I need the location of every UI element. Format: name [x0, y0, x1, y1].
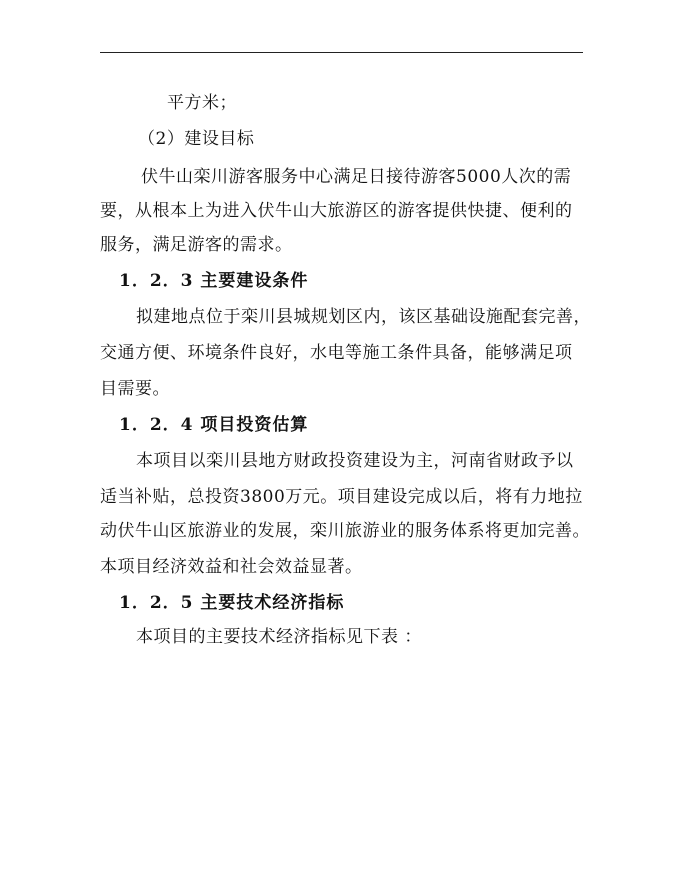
paragraph-conditions-line-3: 目需要。 — [100, 379, 170, 399]
text-line-area-unit: 平方米； — [167, 93, 237, 113]
paragraph-investment-line-1: 本项目以栾川县地方财政投资建设为主，河南省财政予以 — [136, 451, 574, 471]
paragraph-goal-line-2: 要，从根本上为进入伏牛山大旅游区的游客提供快捷、便利的 — [100, 201, 573, 221]
section-heading-1-2-5: 1．2．5 主要技术经济指标 — [119, 593, 345, 613]
paragraph-conditions-line-1: 拟建地点位于栾川县城规划区内，该区基础设施配套完善， — [136, 307, 591, 327]
paragraph-goal-line-3: 服务，满足游客的需求。 — [100, 235, 293, 255]
paragraph-investment-line-3: 动伏牛山区旅游业的发展，栾川旅游业的服务体系将更加完善。 — [100, 521, 590, 541]
section-heading-1-2-3: 1．2．3 主要建设条件 — [119, 271, 309, 291]
paragraph-investment-line-2: 适当补贴，总投资3800万元。项目建设完成以后，将有力地拉 — [100, 487, 583, 507]
subsection-title-goal: （2）建设目标 — [138, 129, 255, 149]
paragraph-indicators-line-1: 本项目的主要技术经济指标见下表 ： — [136, 627, 422, 647]
paragraph-conditions-line-2: 交通方便、环境条件良好，水电等施工条件具备，能够满足项 — [100, 343, 573, 363]
header-rule — [100, 52, 583, 53]
section-heading-1-2-4: 1．2．4 项目投资估算 — [119, 415, 309, 435]
paragraph-goal-line-1: 伏牛山栾川游客服务中心满足日接待游客5000人次的需 — [141, 167, 572, 187]
paragraph-investment-line-4: 本项目经济效益和社会效益显著。 — [100, 557, 363, 577]
